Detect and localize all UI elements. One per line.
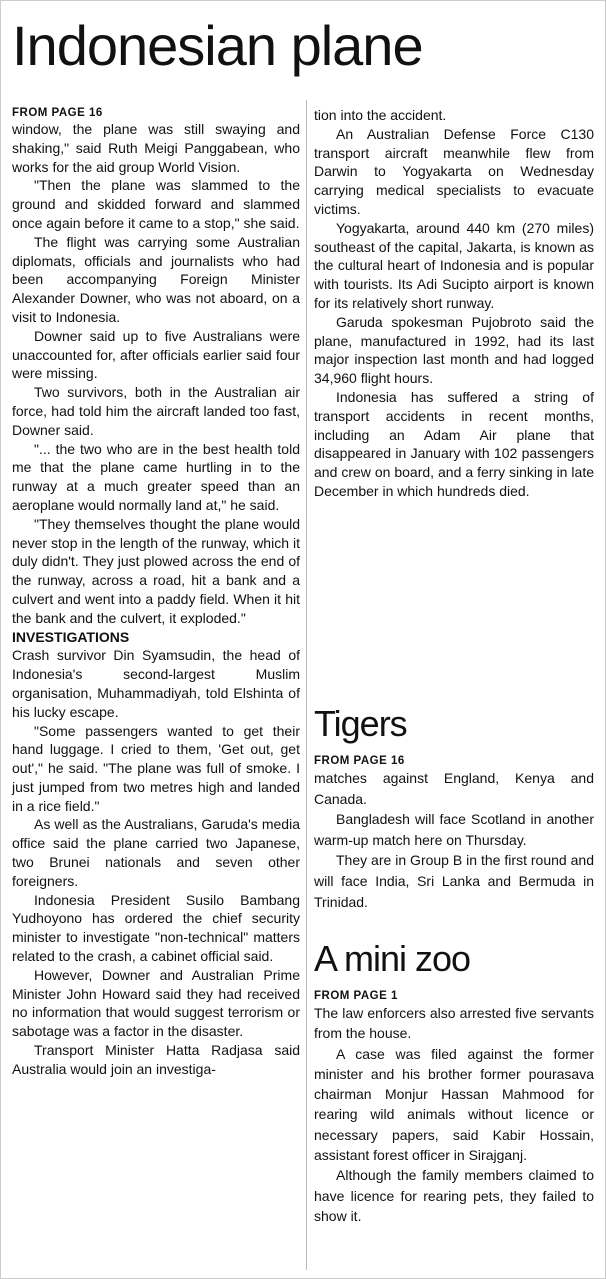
paragraph: matches against England, Kenya and Canada. — [314, 770, 594, 807]
mini-zoo-article — [314, 938, 594, 1226]
paragraph: Although the family members claimed to have licence for rearing pets, they failed to show it. — [314, 1167, 594, 1224]
paragraph: "Then the plane was slammed to the ground and skidded forward and slammed once again before it came to a stop," she said. — [12, 177, 300, 231]
tigers-article — [314, 703, 594, 912]
paragraph: Indonesia has suffered a string of transport accidents in recent months, including an Adam Air plane that disappeared in January with 102 passengers and crew on board, and a ferry sinking in late December in which hundreds died. — [314, 388, 594, 499]
article-body-right — [314, 106, 594, 501]
paragraph: A case was filed against the former minister and his brother former pourasava chairman Monjur Hassan Mahmood for rearing wild animals without licence or necessary papers, said Kabir Hossain, assistant forest officer in Sirajganj. — [314, 1045, 594, 1164]
paragraph: The law enforcers also arrested five servants from the house. — [314, 1005, 594, 1042]
paragraph: "They themselves thought the plane would never stop in the length of the runway, which it duly didn't. They just plowed across the end of the runway, across a road, hit a bank and a culvert and went into a paddy field. When it hit the bank and the culvert, it exploded." — [12, 515, 300, 626]
paragraph: Transport Minister Hatta Radjasa said Australia would join an investiga- — [12, 1042, 300, 1077]
paragraph: Crash survivor Din Syamsudin, the head of Indonesia's second-largest Muslim organisation, Muhammadiyah, told Elshinta of his lucky escape. — [12, 647, 300, 720]
paragraph: The flight was carrying some Australian diplomats, officials and journalists who had been accompanying Foreign Minister Alexander Downer, who was not aboard, on a visit to Indonesia. — [12, 233, 300, 325]
paragraph: "... the two who are in the best health told me that the plane came hurtling in to the runway at a much greater speed than an aeroplane would normally land at," he said. — [12, 440, 300, 513]
tigers-headline: Tigers — [314, 703, 407, 744]
paragraph: As well as the Australians, Garuda's media office said the plane carried two Japanese, two Brunei nationals and seven other foreigners. — [12, 816, 300, 889]
paragraph: Garuda spokesman Pujobroto said the plane, manufactured in 1992, had its last major inspection last month and had logged 34,960 flight hours. — [314, 313, 594, 387]
paragraph: "Some passengers wanted to get their hand luggage. I cried to them, 'Get out, get out'," he said. "The plane was full of smoke. I just jumped from two metres high and landed in a rice field." — [12, 722, 300, 814]
article-left-column — [12, 106, 300, 1079]
paragraph: Downer said up to five Australians were unaccounted for, after officials earlier said four were missing. — [12, 327, 300, 382]
article-right-column — [314, 106, 594, 501]
main-headline: Indonesian plane — [12, 14, 423, 77]
paragraph: window, the plane was still swaying and shaking," said Ruth Meigi Panggabean, who works for the aid group World Vision. — [12, 121, 300, 175]
paragraph: They are in Group B in the first round and will face India, Sri Lanka and Bermuda in Trinidad. — [314, 852, 594, 910]
paragraph: Bangladesh will face Scotland in another warm-up match here on Thursday. — [314, 811, 594, 848]
paragraph: Indonesia President Susilo Bambang Yudhoyono has ordered the chief security minister to investigate "non-technical" matters related to the crash, a cabinet official said. — [12, 891, 300, 965]
paragraph: tion into the accident. — [314, 107, 447, 123]
paragraph: Two survivors, both in the Australian air force, had told him the aircraft landed too fast, Downer said. — [12, 384, 300, 438]
mini-zoo-headline: A mini zoo — [314, 938, 471, 979]
mini-zoo-body — [314, 1003, 594, 1226]
paragraph: An Australian Defense Force C130 transport aircraft meanwhile flew from Darwin to Yogyakarta on Wednesday carrying medical specialists to evacuate victims. — [314, 125, 594, 217]
paragraph: Yogyakarta, around 440 km (270 miles) southeast of the capital, Jakarta, is known as the cultural heart of Indonesia and is popular with tourists. Its Adi Sucipto airport is known for its relatively short runway. — [314, 219, 594, 311]
tigers-body — [314, 768, 594, 912]
column-divider — [306, 100, 307, 1270]
article-body-left — [12, 120, 300, 1079]
tigers-kicker: FROM PAGE 16 — [314, 755, 405, 767]
paragraph: However, Downer and Australian Prime Minister John Howard said they had received no information that would suggest terrorism or sabotage was a factor in the disaster. — [12, 966, 300, 1040]
section-subhead: INVESTIGATIONS — [12, 628, 130, 645]
main-kicker: FROM PAGE 16 — [12, 107, 103, 119]
mini-zoo-kicker: FROM PAGE 1 — [314, 990, 398, 1002]
